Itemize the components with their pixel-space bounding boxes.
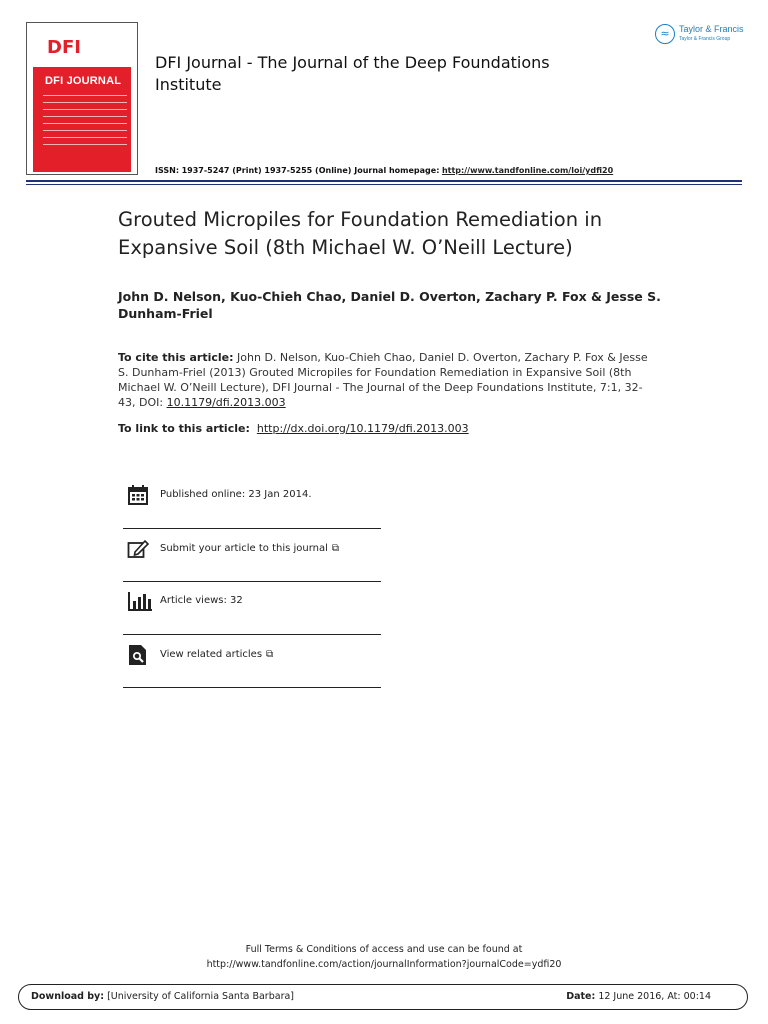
publisher-logo xyxy=(653,22,749,48)
citation-block xyxy=(118,350,658,410)
article-link-line xyxy=(118,422,469,435)
journal-title: DFI Journal - The Journal of the Deep Foundations Institute xyxy=(155,53,550,94)
external-link-icon: ⧉ xyxy=(331,543,340,554)
article-doi-url[interactable]: http://dx.doi.org/10.1179/dfi.2013.003 xyxy=(256,422,469,435)
terms-line: Full Terms & Conditions of access and use can be found at xyxy=(245,944,523,955)
journal-homepage-link[interactable]: http://www.tandfonline.com/loi/ydfi20 xyxy=(441,166,614,175)
publisher-name: Taylor & Francis xyxy=(679,24,744,34)
article-title: Grouted Micropiles for Foundation Remediation in Expansive Soil (8th Michael W. O’Neill Lecture) xyxy=(118,208,603,259)
publisher-group: Taylor & Francis Group xyxy=(679,36,731,42)
bar-chart-icon xyxy=(127,590,153,612)
cover-logo-band xyxy=(33,29,131,67)
download-label: Download by: xyxy=(31,991,105,1002)
download-date xyxy=(566,991,711,1002)
info-divider xyxy=(123,634,381,635)
journal-cover-image xyxy=(26,22,138,175)
terms-url[interactable]: http://www.tandfonline.com/action/journalInformation?journalCode=ydfi20 xyxy=(206,959,562,970)
article-views-text: Article views: 32 xyxy=(160,595,243,606)
cite-text: John D. Nelson, Kuo-Chieh Chao, Daniel D. Overton, Zachary P. Fox & Jesse S. Dunham-Friel (2013) Grouted Micropiles for Foundation Remediation in Expansive Soil (8th Michael W. O’Neill Lecture), DFI Journal - The Journal of the Deep Foundations Institute, 7:1, 32-43, DOI: xyxy=(118,351,648,409)
issn-label: ISSN: xyxy=(155,166,180,175)
date-label: Date: xyxy=(566,991,596,1002)
issn-text: 1937-5247 (Print) 1937-5255 (Online) Journal homepage: xyxy=(181,166,440,175)
doi-link[interactable]: 10.1179/dfi.2013.003 xyxy=(166,396,286,409)
download-value: [University of California Santa Barbara] xyxy=(107,991,295,1002)
info-divider xyxy=(123,528,381,529)
submit-article-text: Submit your article to this journal xyxy=(160,543,328,554)
calendar-icon xyxy=(127,484,149,506)
download-info-bar xyxy=(18,984,748,1010)
info-divider xyxy=(123,687,381,688)
search-document-icon xyxy=(127,644,149,666)
date-value: 12 June 2016, At: 00:14 xyxy=(598,991,711,1002)
related-articles-link[interactable] xyxy=(160,649,273,660)
external-link-icon: ⧉ xyxy=(266,649,274,660)
info-divider xyxy=(123,581,381,582)
cover-red-panel xyxy=(33,29,131,172)
cover-logo-text: DFI xyxy=(47,37,81,58)
cover-contents-lines xyxy=(43,95,127,151)
header-divider xyxy=(26,180,742,182)
submit-article-link[interactable] xyxy=(160,543,339,554)
related-articles-text: View related articles xyxy=(160,649,263,660)
header-divider-thin xyxy=(26,184,742,185)
cover-title: DFI JOURNAL xyxy=(45,75,122,87)
article-authors: John D. Nelson, Kuo-Chieh Chao, Daniel D. Overton, Zachary P. Fox & Jesse S. Dunham-Friel xyxy=(118,289,661,321)
terms-notice xyxy=(0,942,768,972)
cite-label: To cite this article: xyxy=(118,351,234,364)
related-articles-row[interactable] xyxy=(123,644,381,696)
download-by xyxy=(31,991,294,1002)
link-label: To link to this article: xyxy=(118,422,250,435)
tf-circle-icon: ≈ xyxy=(655,24,675,44)
edit-icon xyxy=(127,538,149,560)
published-online-text: Published online: 23 Jan 2014. xyxy=(160,489,312,500)
issn-line xyxy=(155,166,613,175)
submit-article-row[interactable] xyxy=(123,538,381,590)
